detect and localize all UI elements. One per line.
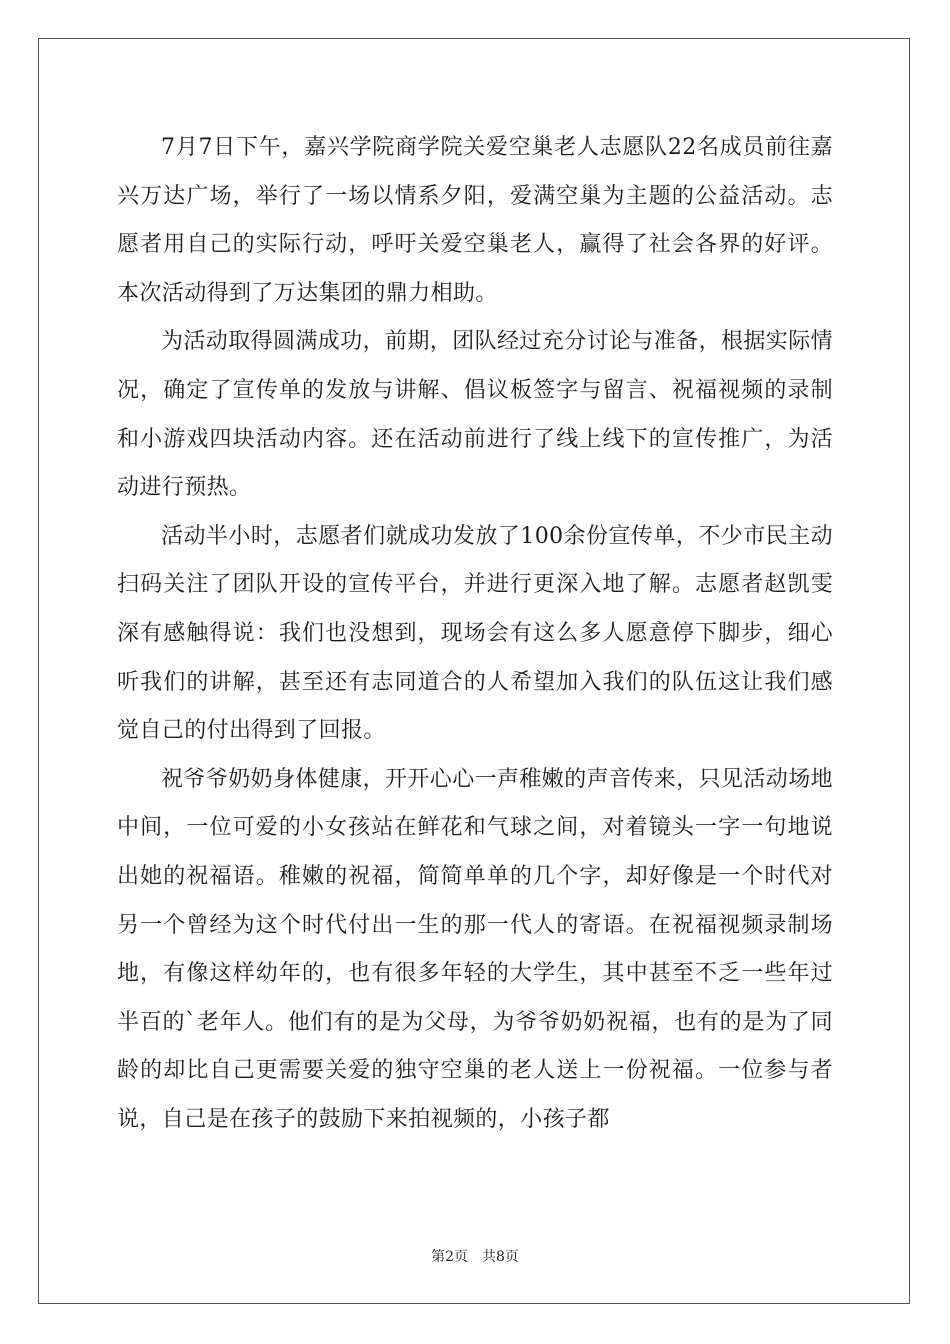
page-number: 第2页	[431, 1249, 468, 1265]
paragraph-3: 活动半小时，志愿者们就成功发放了100余份宣传单，不少市民主动扫码关注了团队开设的宣传平台，并进行更深入地了解。志愿者赵凯雯深有感触得说：我们也没想到，现场会有这么多人愿意停下脚步，细心听我们的讲解，甚至还有志同道合的人希望加入我们的队伍这让我们感觉自己的付出得到了回报。	[117, 523, 833, 744]
page-footer	[0, 1248, 950, 1266]
page-total: 共8页	[482, 1249, 519, 1265]
paragraph-1: 7月7日下午，嘉兴学院商学院关爱空巢老人志愿队22名成员前往嘉兴万达广场，举行了一场以情系夕阳，爱满空巢为主题的公益活动。志愿者用自己的实际行动，呼吁关爱空巢老人，赢得了社会各界的好评。本次活动得到了万达集团的鼎力相助。	[117, 135, 833, 306]
paragraph-2: 为活动取得圆满成功，前期，团队经过充分讨论与准备，根据实际情况，确定了宣传单的发放与讲解、倡议板签字与留言、祝福视频的录制和小游戏四块活动内容。还在活动前进行了线上线下的宣传推广，为活动进行预热。	[117, 329, 834, 501]
paragraph-4: 祝爷爷奶奶身体健康，开开心心一声稚嫩的声音传来，只见活动场地中间，一位可爱的小女孩站在鲜花和气球之间，对着镜头一字一句地说出她的祝福语。稚嫩的祝福，简简单单的几个字，却好像是一个时代对另一个曾经为这个时代付出一生的那一代人的寄语。在祝福视频录制场地，有像这样幼年的，也有很多年轻的大学生，其中甚至不乏一些年过半百的`老年人。他们有的是为父母，为爷爷奶奶祝福，也有的是为了同龄的却比自己更需要关爱的独守空巢的老人送上一份祝福。一位参与者说，自己是在孩子的鼓励下来拍视频的，小孩子都	[117, 766, 834, 1132]
document-body	[117, 124, 833, 1144]
